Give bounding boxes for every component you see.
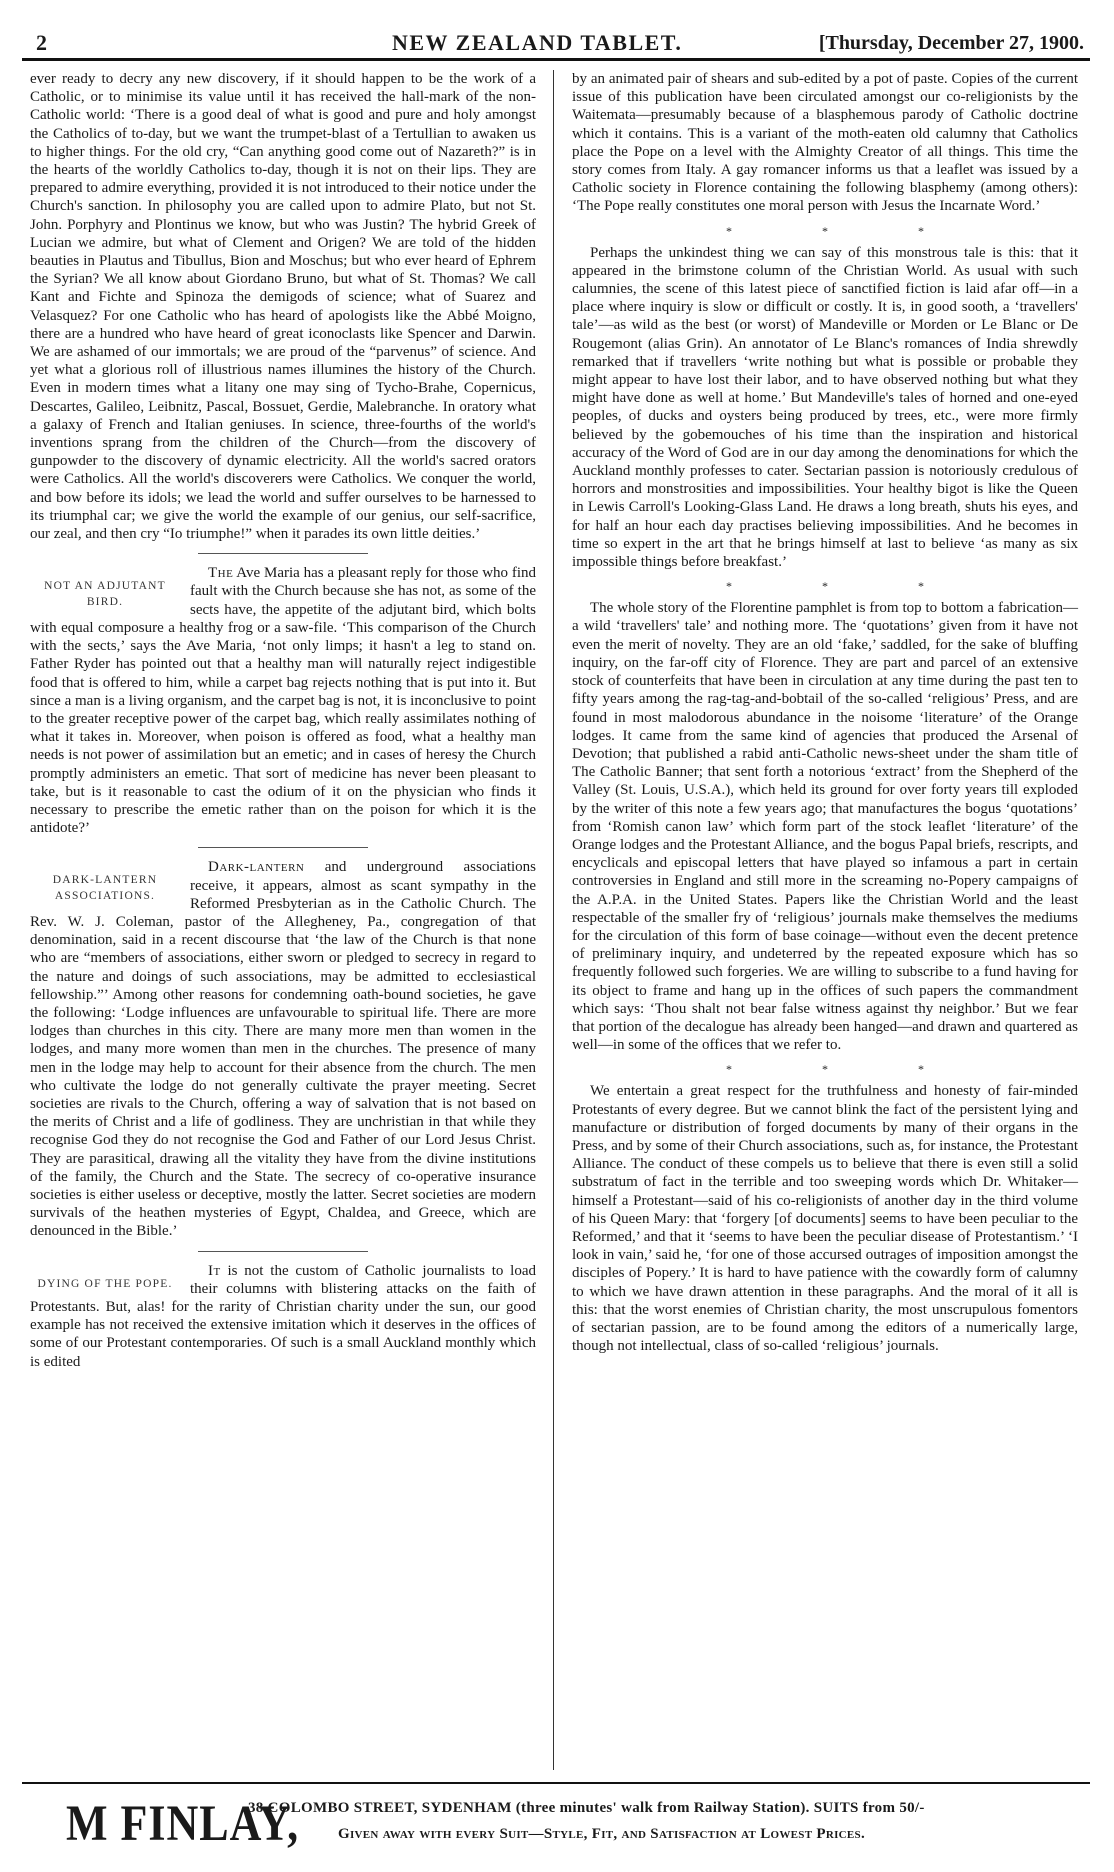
section-separator — [198, 1251, 368, 1252]
dying-of-the-pope-text: is not the custom of Catholic journalists to load their columns with blistering attacks on the faith of Protestants. But, alas! for the rarity of Christian charity under the sun, our good example has not received the extensive imitation which it deserves in the offices of some of our Protestant contemporaries. Of such is a small Auckland monthly which is edited — [30, 1262, 536, 1370]
section-separator — [198, 553, 368, 554]
advertisement-address: 38 COLOMBO STREET, SYDENHAM (three minutes' walk from Railway Station). SUITS from 50/- — [248, 1800, 925, 1816]
sidehead-adjutant-bird: NOT AN ADJUTANT BIRD. — [44, 580, 166, 609]
lead-word: Dark-lantern — [208, 859, 305, 876]
dark-lantern-text: and underground associations receive, it appears, almost as scant sympathy in the Reformed Presbyterian as in the Catholic Church. The Rev. W. J. Coleman, pastor of the Allegheney, Pa., congregation of that denomination, said in a recent discourse that ‘the law of the Church is that none who are “members of associations, either sworn or pledged to secrecy in regard to the nature and doings of such associations, may be admitted to ecclesiastical fellowship.”’ Among other reasons for condemning oath-bound societies, he gave the following: ‘Lodge influences are unfavourable to spiritual life. There are more lodges than churches in this city. There are many more men than women in the lodges, and many more women than men in the churches. The presence of many men in the lodge may help to account for their absence from the church. The men who cultivate the lodge do not generally cultivate the prayer meeting. Secret societies are rivals to the Church, offering a way of salvation that is not based on the merits of Christ and a life of godliness. They are unchristian in that while they recognise God they do not recognise the God and Father of our Lord Jesus Christ. They are parasitical, drawing all the vitality they have from the divine institutions of the family, the Church and the State. The secrecy of co-operative insurance societies is either useless or deceptive, mostly the latter. Secret societies are modern survivals of the heathen mysteries of Egypt, Chaldea, and Greece, which are denounced in the Bible.’ — [30, 859, 536, 1240]
newspaper-title: NEW ZEALAND TABLET. — [392, 30, 683, 55]
page-number: 2 — [36, 30, 47, 55]
sidehead-dying-of-the-pope: DYING OF THE POPE. — [37, 1277, 173, 1290]
section-dying-of-the-pope — [30, 1262, 536, 1371]
right-column — [572, 70, 1078, 1355]
lead-word: The — [208, 565, 234, 582]
asterism: *** — [726, 579, 1014, 594]
asterism: *** — [726, 1062, 1014, 1077]
advertiser-name: M FINLAY, — [66, 1795, 300, 1852]
section-separator — [198, 847, 368, 848]
sidehead-dark-lantern: DARK-LANTERN ASSOCIATIONS. — [52, 874, 158, 903]
left-column — [30, 70, 536, 1371]
left-paragraph-1: ever ready to decry any new discovery, if it should happen to be the work of a Catholic, or to minimise its value until it has received the hall-mark of the non-Catholic world: ‘There is a good deal of what is good and pure and holy amongst the Catholics of to-day, but we want the trumpet-blast of a Tertullian to awaken us to higher things. For the old cry, “Can anything good come out of Nazareth?” is in the hearts of the worldly Catholics to-day, though it is not on their lips. They are prepared to admire everything, provided it is not introduced to their notice under the Church's sanction. In philosophy you are called upon to admire Plato, but not St. John. Porphyry and Plontinus we know, but who was Justin? The hybrid Greek of Lucian we admire, but what of Clement and Origen? We are told of the hidden beauties in Plautus and Tibullus, Bion and Moschus; but who ever heard of Ephrem the Syrian? We all know about Giordano Bruno, but what of St. Thomas? We call Kant and Fichte and Spinoza the demigods of science; what of Suarez and Velasquez? For one Catholic who has heard of apologists like the Abbé Moigno, there are a hundred who have heard of great iconoclasts like Spencer and Darwin. We are ashamed of our immortals; we are proud of the “parvenus” of science. And yet what a glorious roll of illustrious names illumines the history of the Church. Even in modern times what a litany one may sing of Tycho-Brahe, Copernicus, Descartes, Galileo, Leibnitz, Pascal, Bossuet, Gerdie, Malebranche. In oratory what a galaxy of French and Italian geniuses. In science, three-fourths of the world's inventions sprang from the children of the Church—from the discovery of gunpowder to the discovery of dynamic electricity. All the world's sacred orators were Catholics. All the world's discoverers were Catholics. We conquer the world, and bow before its idols; we lead the world and suffer ourselves to be harnessed to its triumphal car; we give the world the example of our genius, our self-sacrifice, our zeal, and then cry “Io triumphe!” when it parades its own little deities.’ — [30, 71, 536, 543]
right-paragraph-4: We entertain a great respect for the truthfulness and honesty of fair-minded Protestants of every degree. But we cannot blink the fact of the persistent lying and manufacture or distribution of forged documents by many of their organs in the Press, and by some of their Church associations, such as, for instance, the Protestant Alliance. The conduct of these compels us to believe that there is even still a solid substratum of fact in the terrible and too sweeping words which Dr. Whitaker—himself a Protestant—said of his co-religionists of another day in the third volume of his Queen Mary: that ‘forgery [of documents] seems to have been peculiar to the Reformed,’ and that it ‘seems to have been the peculiar disease of Protestantism.’ ‘I look in vain,’ said he, ‘for one of those accursed outrages of imposition amongst the disciples of Popery.’ It is hard to have patience with the cowardly form of calumny to which we have drawn attention in these paragraphs. And the moral of it all is this: that the worst enemies of Christian charity, the most unscrupulous fomentors of sectarian passion, are to be found among the editors of a numerically large, though not intellectual, class of so-called ‘religious’ journals. — [572, 1083, 1078, 1355]
masthead — [22, 24, 1090, 58]
lead-word: It — [208, 1262, 221, 1279]
masthead-rule — [22, 58, 1090, 61]
advertisement-footer — [22, 1790, 1090, 1860]
dark-lantern-paragraph — [30, 858, 536, 1240]
issue-date: [Thursday, December 27, 1900. — [818, 32, 1084, 54]
footer-rule — [22, 1782, 1090, 1784]
right-paragraph-2: Perhaps the unkindest thing we can say of this monstrous tale is this: that it appeared in the brimstone column of the Christian World. As usual with such calumnies, the scene of this latest piece of sanctified fiction is laid afar off—in a place where inquiry is slow or difficult or costly. It is, in good sooth, a ‘travellers' tale’—as wild as the best (or worst) of Mandeville or Morden or Le Blanc or De Rougemont (alias Grin). An annotator of Le Blanc's romances of India shrewdly remarked that if travellers ‘write nothing but what is possible or probable they might appear to have lost their labor, and to have observed nothing but what they might have done as well at home.’ But Mandeville's tales of horned and one-eyed peoples, of ducks and oysters being produced by trees, etc., were more firmly believed by the gobemouches of his time than the inspiration and historical accuracy of the Word of God are in our day among the denominations for which the Auckland monthly professes to cater. Sectarian passion is notoriously credulous of horrors and monstrosities and impossibilities. Your healthy bigot is like the Queen in Lewis Carroll's Looking-Glass Land. He draws a long breath, shuts his eyes, and for half an hour each day practises believing impossibilities. And he becomes in time so expert in the art that he brings himself at last to believe ‘as many as six impossible things before breakfast.’ — [572, 244, 1078, 571]
advertisement-tagline: Given away with every Suit—Style, Fit, and Satisfaction at Lowest Prices. — [338, 1826, 866, 1842]
right-paragraph-1: by an animated pair of shears and sub-edited by a pot of paste. Copies of the current issue of this publication have been circulated amongst our co-religionists by the Waitemata—presumably because of a blasphemous parody of Catholic doctrine which it contains. This is a variant of the moth-eaten old calumny that Catholics place the Pope on a level with the Almighty Creator of all things. This time the story comes from Italy. A gay romancer informs us that a leaflet was issued by a Catholic society in Florence containing the following blasphemy (among others): ‘The Pope really constitutes one moral person with Jesus the Incarnate Word.’ — [572, 71, 1078, 215]
section-dark-lantern — [30, 858, 536, 1240]
adjutant-bird-text: Ave Maria has a pleasant reply for those who find fault with the Church because she has not, as some of the sects have, the appetite of the adjutant bird, which bolts with equal composure a healthy frog or a saw-file. ‘This comparison of the Church with the sects,’ says the Ave Maria, ‘not only limps; it hasn't a leg to stand on. Father Ryder has pointed out that a healthy man will naturally reject indigestible food that is offered to him, while a carpet bag rejects nothing that is put into it. But since a man is a living organism, and the carpet bag is not, it is inconclusive to point to the greater receptive power of the carpet bag, which really assimilates nothing of what it takes in. Moreover, when poison is offered as food, what a healthy man needs is not power of assimilation but an emetic; and in cases of heresy the Church promptly administers an emetic. That sort of medicine has never been pleasant to take, but is it reasonable to cast the odium of it on the physician who finds it necessary to prescribe the emetic rather than on the poison for which it is the antidote?’ — [30, 565, 536, 837]
column-divider — [553, 70, 554, 1770]
section-adjutant-bird — [30, 564, 536, 837]
right-paragraph-3: The whole story of the Florentine pamphlet is from top to bottom a fabrication—a wild ‘travellers' tale’ and nothing more. The ‘quotations’ given from it have not even the merit of novelty. They are an old ‘fake,’ saddled, for the sake of bluffing inquiry, on the far-off city of Florence. They are part and parcel of an extensive stock of counterfeits that have been in circulation at any time during the past ten to fifty years among the rag-tag-and-bobtail of the so-called ‘religious’ Press, and are found in most malodorous abundance in the noisome ‘literature’ of the Orange lodges. It came from the same kind of agencies that produced the Arsenal of Devotion; that published a rabid anti-Catholic news-sheet under the sham title of The Catholic Banner; that sent forth a notorious ‘extract’ from the Shepherd of the Valley (St. Louis, U.S.A.), which held its ground for over forty years till exploded by the writer of this note a few years ago; that manufactures the bogus ‘quotations’ from ‘Romish canon law’ which form part of the stock leaflet ‘literature’ of the Orange lodges and the Protestant Alliance, and the bogus Papal briefs, rescripts, and encyclicals and episcopal letters that have played so infamous a part in certain controversies in England and still more in the screaming no-Popery campaigns of the A.P.A. in the United States. Papers like the Christian World and the least respectable of the smaller fry of ‘religious’ journals make themselves the mediums for the circulation of this form of base coinage—without even the decent pretence of preliminary inquiry, and undeterred by the repeated exposure which has so frequently followed such forgeries. We are willing to subscribe to a fund having for its object to frame and hang up in the offices of such papers the commandment which says: ‘Thou shalt not bear false witness against thy neighbor.’ But we fear that portion of the decalogue has already been hanged—and drawn and quartered as well—in some of the offices that we refer to. — [572, 600, 1078, 1054]
asterism: *** — [726, 223, 1014, 238]
